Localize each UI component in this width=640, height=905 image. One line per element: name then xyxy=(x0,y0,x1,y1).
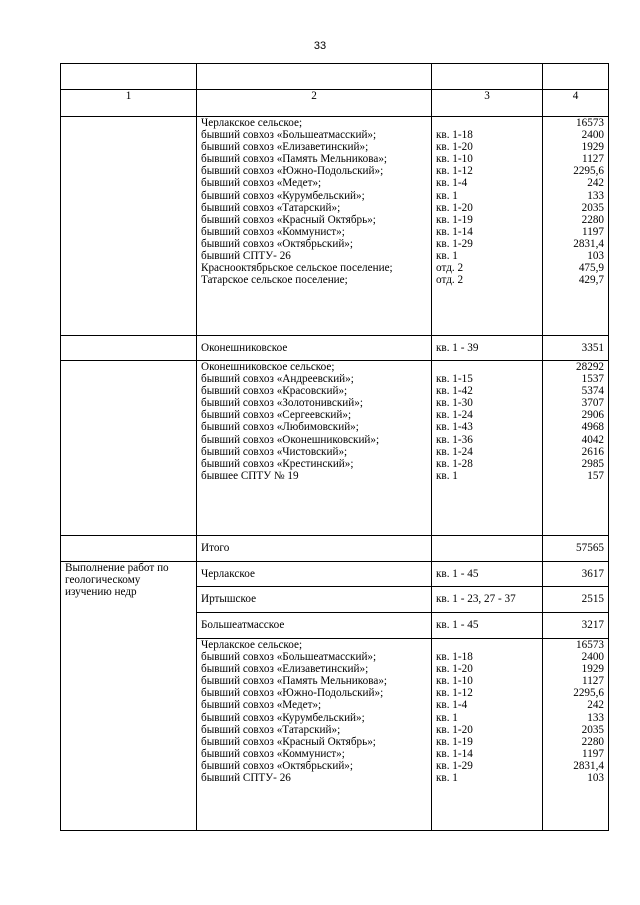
cell-line: 103 xyxy=(587,250,604,263)
cell-line: Оконешниковское сельское; xyxy=(201,361,335,373)
forestry-name: Иртышское xyxy=(197,587,432,613)
quarter-range: кв. 1 - 39 xyxy=(432,336,543,361)
cell-line: бывший совхоз «Южно-Подольский»; xyxy=(201,687,384,700)
empty-cell xyxy=(61,536,197,562)
cell-line: 103 xyxy=(587,772,604,785)
cell-line: бывший совхоз «Медет»; xyxy=(201,177,322,190)
empty-cell xyxy=(432,64,543,90)
table-row xyxy=(61,336,609,361)
cell-line: бывший совхоз «Красный Октябрь»; xyxy=(201,213,376,226)
cell-line: 1127 xyxy=(582,153,604,166)
cell-line: 2295,6 xyxy=(573,687,604,700)
cell-line: кв. 1-18 xyxy=(436,651,473,664)
cell-line: 4042 xyxy=(581,433,604,446)
quarter-range: кв. 1 - 23, 27 - 37 xyxy=(432,587,543,613)
cell-line: 3707 xyxy=(581,397,604,410)
cell-line xyxy=(436,639,538,651)
empty-cell xyxy=(61,336,197,361)
cell-line: изучению недр xyxy=(65,586,137,599)
cell-line: кв. 1 xyxy=(436,250,458,263)
cell-line: кв. 1-15 xyxy=(436,373,473,386)
cell-line: бывший совхоз «Елизаветинский»; xyxy=(201,663,369,676)
empty-cell xyxy=(61,361,197,536)
cell-line: 2295,6 xyxy=(573,165,604,178)
cell-line: кв. 1 xyxy=(436,469,458,482)
column-number-row xyxy=(61,90,609,117)
forestry-names-cell xyxy=(197,639,432,831)
area-value: 2515 xyxy=(543,587,609,613)
cell-line: 16573 xyxy=(576,639,604,651)
cell-line xyxy=(436,361,538,373)
page-number: 33 xyxy=(313,40,327,52)
cell-line: кв. 1-42 xyxy=(436,385,473,398)
cell-line: отд. 2 xyxy=(436,274,464,287)
cell-line: 1929 xyxy=(581,141,604,154)
cell-line: кв. 1-29 xyxy=(436,237,473,250)
column-number-1: 1 xyxy=(61,90,197,117)
area-values-cell xyxy=(543,361,609,536)
cell-line: бывший совхоз «Чистовский»; xyxy=(201,445,348,458)
cell-line: бывший совхоз «Октябрьский»; xyxy=(201,237,354,250)
table-row xyxy=(61,562,609,587)
table-row xyxy=(61,361,609,536)
cell-line: кв. 1-20 xyxy=(436,723,473,736)
cell-line: 2035 xyxy=(581,723,604,736)
cell-line: Черлакское сельское; xyxy=(201,117,303,129)
empty-cell xyxy=(61,64,197,90)
cell-line: 2906 xyxy=(581,409,604,422)
cell-line: бывший совхоз «Южно-Подольский»; xyxy=(201,165,384,178)
quarter-range: кв. 1 - 45 xyxy=(432,562,543,587)
cell-line: кв. 1-10 xyxy=(436,153,473,166)
quarter-ranges-cell xyxy=(432,639,543,831)
total-value: 57565 xyxy=(543,536,609,562)
cell-line: геологическому xyxy=(65,574,141,587)
forest-table xyxy=(60,63,609,831)
cell-line: бывший СПТУ- 26 xyxy=(201,250,291,263)
cell-line: кв. 1-14 xyxy=(436,225,473,238)
cell-line: кв. 1-20 xyxy=(436,141,473,154)
cell-line: кв. 1-20 xyxy=(436,201,473,214)
quarter-ranges-cell xyxy=(432,117,543,336)
cell-line: 2400 xyxy=(581,129,604,142)
total-row xyxy=(61,536,609,562)
cell-line: кв. 1-30 xyxy=(436,397,473,410)
cell-line: 1127 xyxy=(582,675,604,688)
cell-line: бывший совхоз «Большеатмасский»; xyxy=(201,129,377,142)
cell-line: 2280 xyxy=(581,213,604,226)
empty-cell xyxy=(197,64,432,90)
cell-line: кв. 1 xyxy=(436,711,458,724)
cell-line: кв. 1-20 xyxy=(436,663,473,676)
column-number-2: 2 xyxy=(197,90,432,117)
quarter-range: кв. 1 - 45 xyxy=(432,613,543,639)
forestry-name: Большеатмасское xyxy=(197,613,432,639)
cell-line: 28292 xyxy=(576,361,604,373)
cell-line: кв. 1-10 xyxy=(436,675,473,688)
area-value: 3351 xyxy=(543,336,609,361)
cell-line: Татарское сельское поселение; xyxy=(201,274,348,287)
area-values-cell xyxy=(543,117,609,336)
cell-line: кв. 1-28 xyxy=(436,457,473,470)
forestry-names-cell xyxy=(197,117,432,336)
cell-line: кв. 1-29 xyxy=(436,759,473,772)
cell-line: 1197 xyxy=(582,225,604,238)
cell-line: бывший совхоз «Крестинский»; xyxy=(201,457,354,470)
cell-line: бывший совхоз «Память Мельникова»; xyxy=(201,675,388,688)
cell-line: бывший СПТУ- 26 xyxy=(201,772,291,785)
cell-line: 2985 xyxy=(581,457,604,470)
cell-line: кв. 1-19 xyxy=(436,735,473,748)
cell-line: бывший совхоз «Коммунист»; xyxy=(201,747,345,760)
cell-line: бывший совхоз «Память Мельникова»; xyxy=(201,153,388,166)
cell-line: бывший совхоз «Красный Октябрь»; xyxy=(201,735,376,748)
cell-line: 2035 xyxy=(581,201,604,214)
table-row xyxy=(61,117,609,336)
column-number-4: 4 xyxy=(543,90,609,117)
cell-line: бывший совхоз «Золотонивский»; xyxy=(201,397,363,410)
cell-line: кв. 1-36 xyxy=(436,433,473,446)
cell-line: бывший совхоз «Любимовский»; xyxy=(201,421,359,434)
cell-line: кв. 1-4 xyxy=(436,177,468,190)
work-type-cell xyxy=(61,562,197,831)
empty-cell xyxy=(432,536,543,562)
cell-line: 1537 xyxy=(581,373,604,386)
cell-line: бывший совхоз «Татарский»; xyxy=(201,201,341,214)
cell-line: 5374 xyxy=(581,385,604,398)
cell-line: бывший совхоз «Большеатмасский»; xyxy=(201,651,377,664)
cell-line: кв. 1 xyxy=(436,772,458,785)
empty-cell xyxy=(61,117,197,336)
column-number-3: 3 xyxy=(432,90,543,117)
total-label: Итого xyxy=(197,536,432,562)
cell-line: 133 xyxy=(587,711,604,724)
cell-line: 1197 xyxy=(582,747,604,760)
cell-line: 2831,4 xyxy=(573,237,604,250)
empty-cell xyxy=(543,64,609,90)
cell-line: бывший совхоз «Сергеевский»; xyxy=(201,409,352,422)
cell-line: кв. 1-43 xyxy=(436,421,473,434)
cell-line: кв. 1 xyxy=(436,189,458,202)
cell-line: кв. 1-12 xyxy=(436,687,473,700)
cell-line: отд. 2 xyxy=(436,262,464,275)
cell-line: Выполнение работ по xyxy=(65,562,169,574)
cell-line: кв. 1-24 xyxy=(436,409,473,422)
cell-line: 157 xyxy=(587,469,604,482)
cell-line: 4968 xyxy=(581,421,604,434)
cell-line: 2280 xyxy=(581,735,604,748)
cell-line: бывший совхоз «Коммунист»; xyxy=(201,225,345,238)
cell-line: 2616 xyxy=(581,445,604,458)
cell-line: бывший совхоз «Елизаветинский»; xyxy=(201,141,369,154)
cell-line: кв. 1-19 xyxy=(436,213,473,226)
cell-line: Черлакское сельское; xyxy=(201,639,303,651)
area-values-cell xyxy=(543,639,609,831)
cell-line: бывший совхоз «Медет»; xyxy=(201,699,322,712)
quarter-ranges-cell xyxy=(432,361,543,536)
forestry-name: Черлакское xyxy=(197,562,432,587)
area-value: 3617 xyxy=(543,562,609,587)
cell-line: кв. 1-12 xyxy=(436,165,473,178)
forestry-name: Оконешниковское xyxy=(197,336,432,361)
cell-line: 242 xyxy=(587,177,604,190)
cell-line: 133 xyxy=(587,189,604,202)
cell-line: бывший совхоз «Курумбельский»; xyxy=(201,711,365,724)
cell-line: бывшее СПТУ № 19 xyxy=(201,469,299,482)
cell-line: 242 xyxy=(587,699,604,712)
cell-line: 429,7 xyxy=(578,274,604,287)
cell-line xyxy=(436,117,538,129)
cell-line: Краснооктябрьское сельское поселение; xyxy=(201,262,393,275)
cell-line: бывший совхоз «Октябрьский»; xyxy=(201,759,354,772)
cell-line: 2831,4 xyxy=(573,759,604,772)
cell-line: 475,9 xyxy=(578,262,604,275)
cell-line: бывший совхоз «Андреевский»; xyxy=(201,373,354,386)
cell-line: 2400 xyxy=(581,651,604,664)
cell-line: кв. 1-24 xyxy=(436,445,473,458)
empty-header-row xyxy=(61,64,609,90)
area-value: 3217 xyxy=(543,613,609,639)
cell-line: бывший совхоз «Красовский»; xyxy=(201,385,348,398)
cell-line: бывший совхоз «Оконешниковский»; xyxy=(201,433,380,446)
cell-line: кв. 1-14 xyxy=(436,747,473,760)
forestry-names-cell xyxy=(197,361,432,536)
cell-line: кв. 1-18 xyxy=(436,129,473,142)
cell-line: 1929 xyxy=(581,663,604,676)
cell-line: кв. 1-4 xyxy=(436,699,468,712)
cell-line: бывший совхоз «Курумбельский»; xyxy=(201,189,365,202)
cell-line: 16573 xyxy=(576,117,604,129)
cell-line: бывший совхоз «Татарский»; xyxy=(201,723,341,736)
